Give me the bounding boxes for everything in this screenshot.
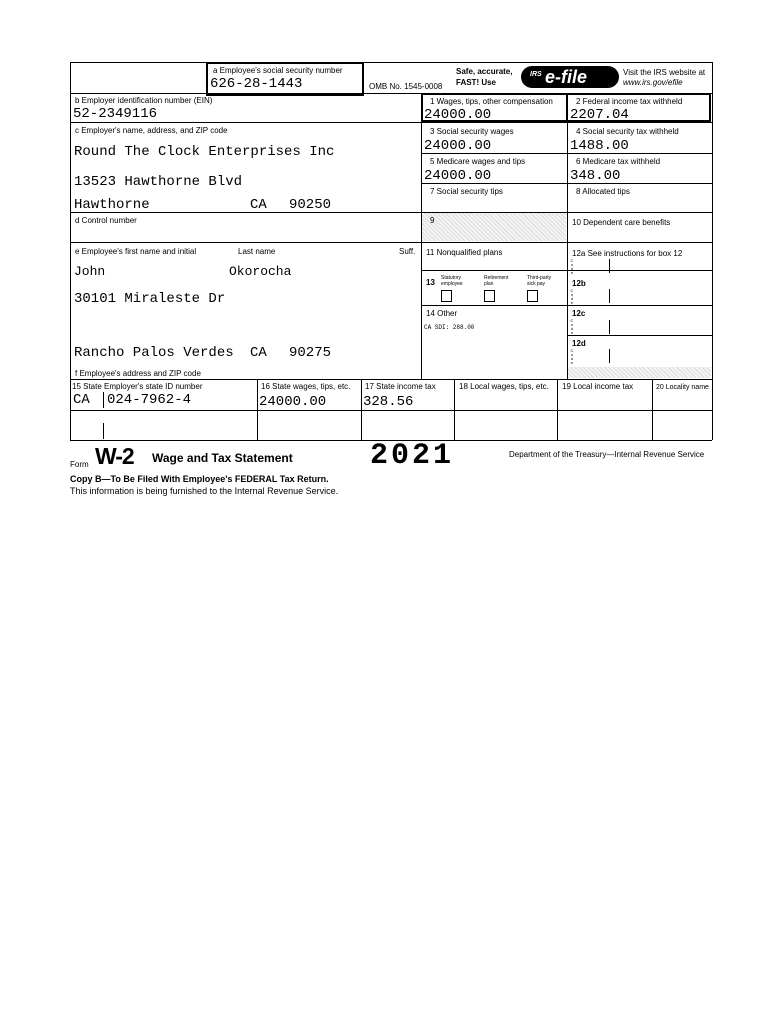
box-13-retirement-label: Retirement plan [484,275,509,287]
employee-first-name-label: e Employee's first name and initial [75,247,197,256]
employee-first-name: John [74,264,106,279]
box-13-statutory-label: Statutory employee [441,275,463,287]
state-employer-id: 024-7962-4 [107,392,192,408]
box-1-value: 24000.00 [424,107,492,123]
box-12d-shading-strip [568,367,711,378]
state-income-tax: 328.56 [363,394,414,410]
employee-city: Rancho Palos Verdes [74,345,234,361]
employer-name: Round The Clock Enterprises Inc [74,144,335,160]
copy-b-line: Copy B—To Be Filed With Employee's FEDERAL Tax Return. [70,474,329,484]
box-12c-code-label: Code [570,318,574,335]
retirement-plan-checkbox[interactable] [484,290,495,302]
box-5-label: 5 Medicare wages and tips [430,157,526,166]
box-20-label: 20 Locality name [656,384,709,391]
employee-state: CA [250,345,267,361]
irs-efile-text: e-file [545,67,588,87]
box-12d-code-label: Code [570,348,574,365]
box-14-value: CA SDI: 288.00 [424,324,475,331]
employee-address-label: f Employee's address and ZIP code [75,369,201,378]
statutory-employee-checkbox[interactable] [441,290,452,302]
employee-last-name-label: Last name [238,247,276,256]
irs-efile-irs: IRS [530,71,542,78]
box-4-value: 1488.00 [570,138,629,154]
box-16-label: 16 State wages, tips, etc. [261,382,351,391]
department-text: Department of the Treasury—Internal Revenue Service [509,450,705,459]
box-14-label: 14 Other [426,309,458,318]
employee-street: 30101 Miraleste Dr [74,291,226,307]
box-12c-label: 12c [572,309,586,318]
box-4-label: 4 Social security tax withheld [576,127,679,136]
employer-zip: 90250 [289,197,332,213]
box-10-label: 10 Dependent care benefits [572,218,671,227]
box-12a-code-label: Code [570,258,574,275]
employee-suffix-label: Suff. [399,247,416,256]
box-1-label: 1 Wages, tips, other compensation [430,97,553,106]
control-number-label: d Control number [75,216,137,225]
visit-irs-text: Visit the IRS website at [623,68,706,77]
fast-use-text: FAST! Use [456,78,497,87]
state-wages: 24000.00 [259,394,327,410]
state-code: CA [73,392,90,408]
ein-value: 52-2349116 [73,106,158,122]
ein-label: b Employer identification number (EIN) [75,96,213,105]
employer-state: CA [250,197,267,213]
box-3-label: 3 Social security wages [430,127,514,136]
ssn-label: a Employee's social security number [213,66,343,75]
box-17-label: 17 State income tax [365,382,436,391]
box-19-label: 19 Local income tax [562,382,634,391]
box-12b-label: 12b [572,279,586,288]
box-12d-label: 12d [572,339,586,348]
box-9-shading [422,213,566,241]
box-5-value: 24000.00 [424,168,492,184]
employer-street: 13523 Hawthorne Blvd [74,174,243,190]
ssn-value: 626-28-1443 [210,76,303,92]
box-13-number: 13 [426,278,435,287]
box-15-label: 15 State Employer's state ID number [72,382,203,391]
form-number: W-2 [95,443,134,469]
employee-zip: 90275 [289,345,332,361]
employer-name-label: c Employer's name, address, and ZIP code [75,126,228,135]
employee-last-name: Okorocha [229,264,292,279]
box-13-thirdparty-label: Third-party sick pay [527,275,552,287]
box-12a-label: 12a See instructions for box 12 [572,249,683,258]
omb-number: OMB No. 1545-0008 [369,82,443,91]
irs-efile-logo [521,66,619,88]
box-6-value: 348.00 [570,168,621,184]
box-8-label: 8 Allocated tips [576,187,630,196]
safe-accurate-text: Safe, accurate, [456,67,513,76]
box-12b-code-label: Code [570,288,574,305]
box-3-value: 24000.00 [424,138,492,154]
box-2-value: 2207.04 [570,107,629,123]
form-title: Wage and Tax Statement [152,451,293,465]
irs-efile-url: www.irs.gov/efile [623,78,683,87]
form-word: Form [70,460,89,469]
box-11-label: 11 Nonqualified plans [426,248,503,257]
box-18-label: 18 Local wages, tips, etc. [459,382,549,391]
box-6-label: 6 Medicare tax withheld [576,157,661,166]
box-2-label: 2 Federal income tax withheld [576,97,683,106]
box-9-label: 9 [430,216,435,225]
employer-city: Hawthorne [74,197,150,213]
third-party-sick-pay-checkbox[interactable] [527,290,538,302]
tax-year: 2021 [370,439,455,473]
box-7-label: 7 Social security tips [430,187,503,196]
furnished-info-line: This information is being furnished to the Internal Revenue Service. [70,486,339,496]
